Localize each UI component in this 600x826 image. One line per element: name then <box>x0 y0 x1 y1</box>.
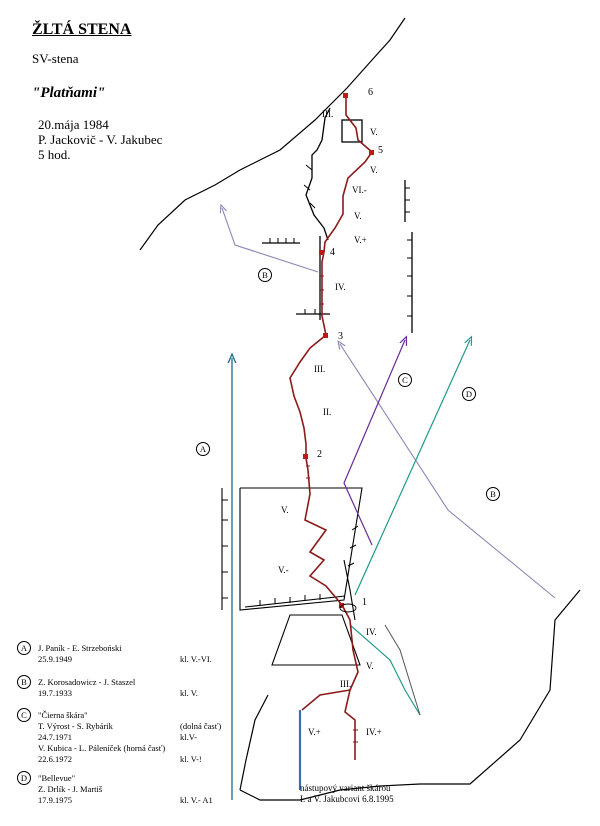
page-title: ŽLTÁ STENA <box>32 21 132 38</box>
legend-route-a <box>38 642 212 664</box>
legend-d-marker: D <box>17 771 31 785</box>
legend-text: 22.6.1972 <box>38 753 72 764</box>
grade-label: III. <box>340 679 352 689</box>
legend-b-marker: B <box>17 675 31 689</box>
face-name: SV-stena <box>32 51 79 66</box>
legend-grade: kl. V.- A1 <box>180 794 213 805</box>
route-b-marker: B <box>258 268 272 282</box>
grade-label: III. <box>314 364 326 374</box>
belay-label-6: 6 <box>368 87 373 98</box>
legend-text: V. Kubica - L. Páleníček (horná časť) <box>38 742 166 753</box>
legend-route-c <box>38 709 221 764</box>
grade-label: V. <box>281 505 289 515</box>
belay-marker-4 <box>319 250 324 255</box>
belay-label-4: 4 <box>330 247 335 258</box>
legend-route-d <box>38 772 213 805</box>
grade-label: V. <box>354 211 362 221</box>
legend-text: "Bellevue" <box>38 772 76 783</box>
start-variant-note-line2: I. a V. Jakubcovi 6.8.1995 <box>300 794 394 804</box>
main-route-branch-line <box>302 690 350 710</box>
belay-marker-2 <box>303 454 308 459</box>
route-d-line <box>355 340 470 595</box>
legend-text: 17.9.1975 <box>38 794 72 805</box>
legend-c-marker: C <box>17 708 31 722</box>
grade-label: V. <box>366 661 374 671</box>
route-b-marker: B <box>486 487 500 501</box>
belay-label-1: 1 <box>362 597 367 608</box>
legend-text: Z. Korosadowicz - J. Staszel <box>38 676 136 687</box>
route-c-marker: C <box>398 373 412 387</box>
legend-grade: kl. V.-VI. <box>180 653 212 664</box>
grade-label: II. <box>323 407 332 417</box>
roof-features <box>262 108 412 333</box>
legend-grade: (dolná časť) <box>180 720 222 731</box>
route-a-marker: A <box>196 442 210 456</box>
legend-grade: kl.V- <box>180 731 197 742</box>
grade-label: V.+ <box>354 235 367 245</box>
belay-marker-3 <box>323 333 328 338</box>
start-variant-note-line1: nástupový variant škárou <box>300 783 391 793</box>
legend-text: Z. Drlík - J. Martiš <box>38 783 103 794</box>
grade-label: V. <box>370 127 378 137</box>
grade-label: V.- <box>278 565 289 575</box>
grade-label: V. <box>370 165 378 175</box>
first-ascent-date: 20.mája 1984 <box>38 117 109 132</box>
route-b-lower-line <box>340 344 555 598</box>
grade-label: V.+ <box>308 727 321 737</box>
legend-grade: kl. V. <box>180 687 198 698</box>
block-ticks <box>222 500 358 606</box>
grade-label: IV. <box>366 627 377 637</box>
belay-marker-5 <box>369 150 374 155</box>
hatch-ticks <box>270 165 412 316</box>
route-name: "Platňami" <box>32 85 106 101</box>
legend-text: 25.9.1949 <box>38 653 72 664</box>
climb-duration: 5 hod. <box>38 147 71 162</box>
grade-label: III. <box>322 109 334 119</box>
grade-label: IV. <box>335 282 346 292</box>
belay-label-2: 2 <box>317 449 322 460</box>
route-d-crack-line <box>385 625 420 715</box>
rock-outline <box>140 18 580 800</box>
legend-text: J. Paník - E. Strzeboński <box>38 642 122 653</box>
legend-text: 19.7.1933 <box>38 687 72 698</box>
legend-text: "Čierna škára" <box>38 709 88 720</box>
route-d-lower-line <box>350 625 420 715</box>
belay-label-3: 3 <box>338 331 343 342</box>
rock-blocks <box>222 488 362 665</box>
legend-text: 24.7.1971 <box>38 731 72 742</box>
grade-label: VI.- <box>352 185 367 195</box>
route-c-line <box>344 340 405 545</box>
belay-label-5: 5 <box>378 145 383 156</box>
start-variant-note <box>300 783 394 805</box>
legend-route-b <box>38 676 198 698</box>
belay-marker-6 <box>343 93 348 98</box>
legend-a-marker: A <box>17 641 31 655</box>
first-ascent-authors: P. Jackovič - V. Jakubec <box>38 132 163 147</box>
grade-label: IV.+ <box>366 727 382 737</box>
legend-grade: kl. V-! <box>180 753 202 764</box>
belay-markers <box>303 93 374 608</box>
legend-text: T. Výrost - S. Rybárik <box>38 720 113 731</box>
route-d-marker: D <box>462 387 476 401</box>
